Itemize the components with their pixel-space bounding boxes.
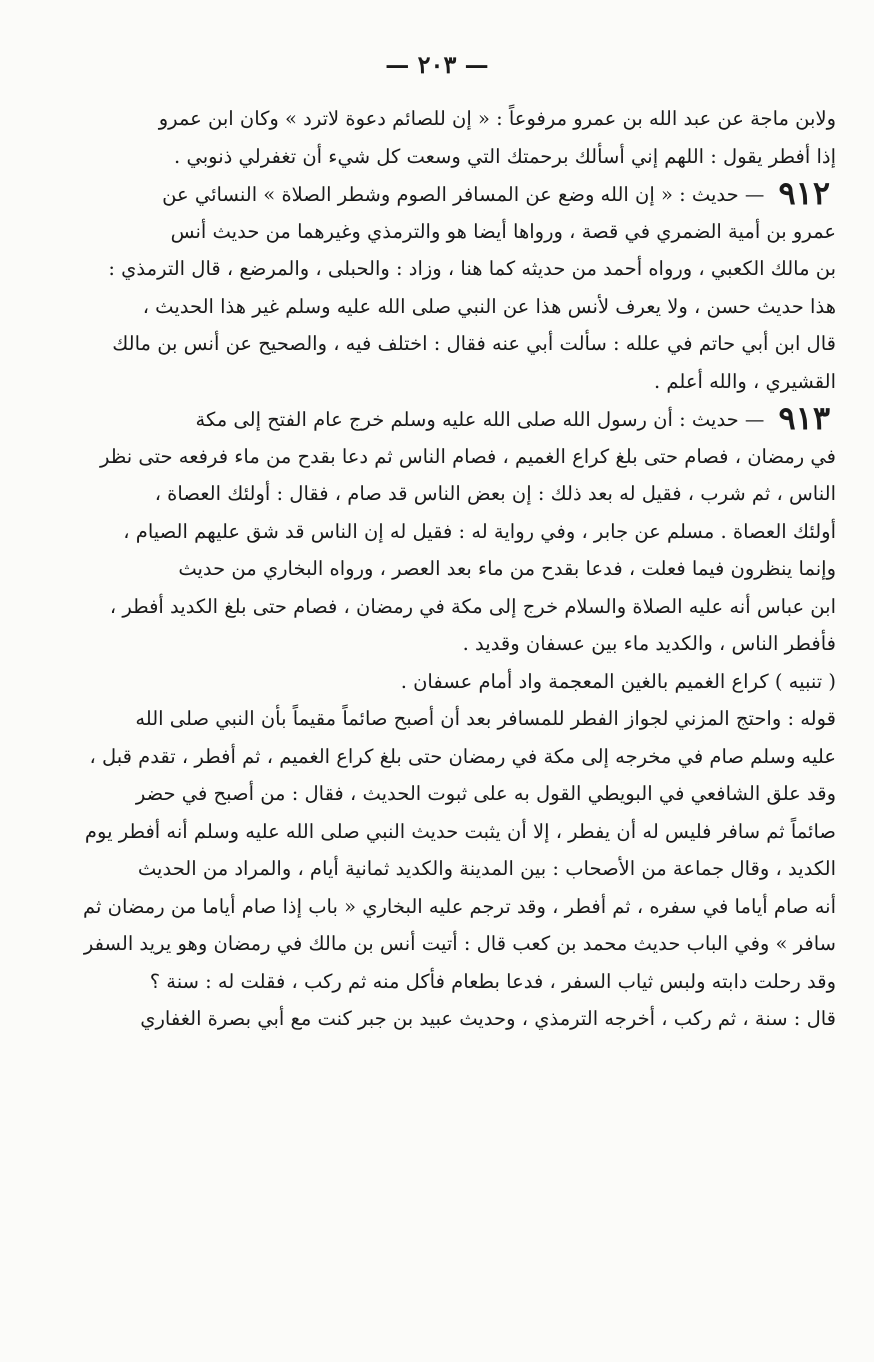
text-line: ابن عباس أنه عليه الصلاة والسلام خرج إلى مكة في رمضان ، فصام حتى بلغ الكديد أفطر ، [109, 594, 836, 618]
text-line: وقد علق الشافعي في البويطي القول به على ثبوت الحديث ، فقال : من أصبح في حضر [135, 782, 836, 805]
text-line: قال ابن أبي حاتم في علله : سألت أبي عنه فقال : اختلف فيه ، والصحيح عن أنس بن مالك [112, 332, 836, 355]
text-line: بن مالك الكعبي ، ورواه أحمد من حديثه كما هنا ، وزاد : والحبلى ، والمرضع ، قال الترمذي : [108, 257, 836, 280]
text-line: فأفطر الناس ، والكديد ماء بين عسفان وقديد . [462, 632, 836, 655]
text-line: قوله : واحتج المزني لجواز الفطر للمسافر بعد أن أصبح صائماً مقيماً بأن النبي صلى الله [135, 707, 836, 730]
text-line: أنه صام أياما في سفره ، ثم أفطر ، وقد ترجم عليه البخاري « باب إذا صام أياما من رمضان ثم [83, 894, 836, 918]
text-line: وإنما ينظرون فيما فعلت ، فدعا بقدح من ماء بعد العصر ، ورواه البخاري من حديث [178, 557, 836, 580]
text-line: قال : سنة ، ثم ركب ، أخرجه الترمذي ، وحديث عبيد بن جبر كنت مع أبي بصرة الغفاري [140, 1007, 836, 1030]
text-line: الناس ، ثم شرب ، فقيل له بعد ذلك : إن بعض الناس قد صام ، فقال : أولئك العصاة ، [154, 482, 836, 505]
hadith-number: ٩١٣ [778, 400, 830, 437]
hadith-number: ٩١٢ [778, 175, 830, 212]
text-line: أولئك العصاة . مسلم عن جابر ، وفي رواية له : فقيل له إن الناس قد شق عليهم الصيام ، [123, 519, 836, 543]
text-line: صائماً ثم سافر فليس له أن يفطر ، إلا أن يثبت حديث النبي صلى الله عليه وسلم أنه أفطر يوم [84, 819, 836, 843]
text-line: عمرو بن أمية الضمري في قصة ، ورواها أيضا هو والترمذي وغيرهما من حديث أنس [170, 219, 836, 243]
hadith-line: ٩١٢— حديث : « إن الله وضع عن المسافر الصوم وشطر الصلاة » النسائي عن [162, 175, 830, 212]
text-line: ( تنبيه ) كراع الغميم بالغين المعجمة واد أمام عسفان . [400, 669, 836, 693]
text-line: عليه وسلم صام في مخرجه إلى مكة في رمضان حتى بلغ كراع الغميم ، ثم أفطر ، تقدم قبل ، [89, 744, 836, 768]
text-line: ولابن ماجة عن عبد الله بن عمرو مرفوعاً : « إن للصائم دعوة لاترد » وكان ابن عمرو [158, 107, 836, 130]
text-line: إذا أفطر يقول : اللهم إني أسألك برحمتك التي وسعت كل شيء أن تغفرلي ذنوبي . [174, 144, 836, 168]
text-line: الكديد ، وقال جماعة من الأصحاب : بين المدينة والكديد ثمانية أيام ، والمراد من الحديث [137, 857, 836, 880]
text-line: هذا حديث حسن ، ولا يعرف لأنس هذا عن النبي صلى الله عليه وسلم غير هذا الحديث ، [142, 294, 836, 318]
text-line: وقد رحلت دابته ولبس ثياب السفر ، فدعا بطعام فأكل منه ثم ركب ، فقلت له : سنة ؟ [149, 969, 836, 993]
body-text [44, 100, 836, 1038]
page-number: — ٢٠٣ — [385, 50, 489, 79]
text-line: سافر » وفي الباب حديث محمد بن كعب قال : أتيت أنس بن مالك في رمضان وهو يريد السفر [83, 932, 836, 955]
text-line: القشيري ، والله أعلم . [654, 369, 836, 393]
hadith-line: ٩١٣— حديث : أن رسول الله صلى الله عليه وسلم خرج عام الفتح إلى مكة [195, 400, 830, 437]
text-line: في رمضان ، فصام حتى بلغ كراع الغميم ، فصام الناس ثم دعا بقدح من ماء فرفعه حتى نظر [100, 444, 836, 468]
